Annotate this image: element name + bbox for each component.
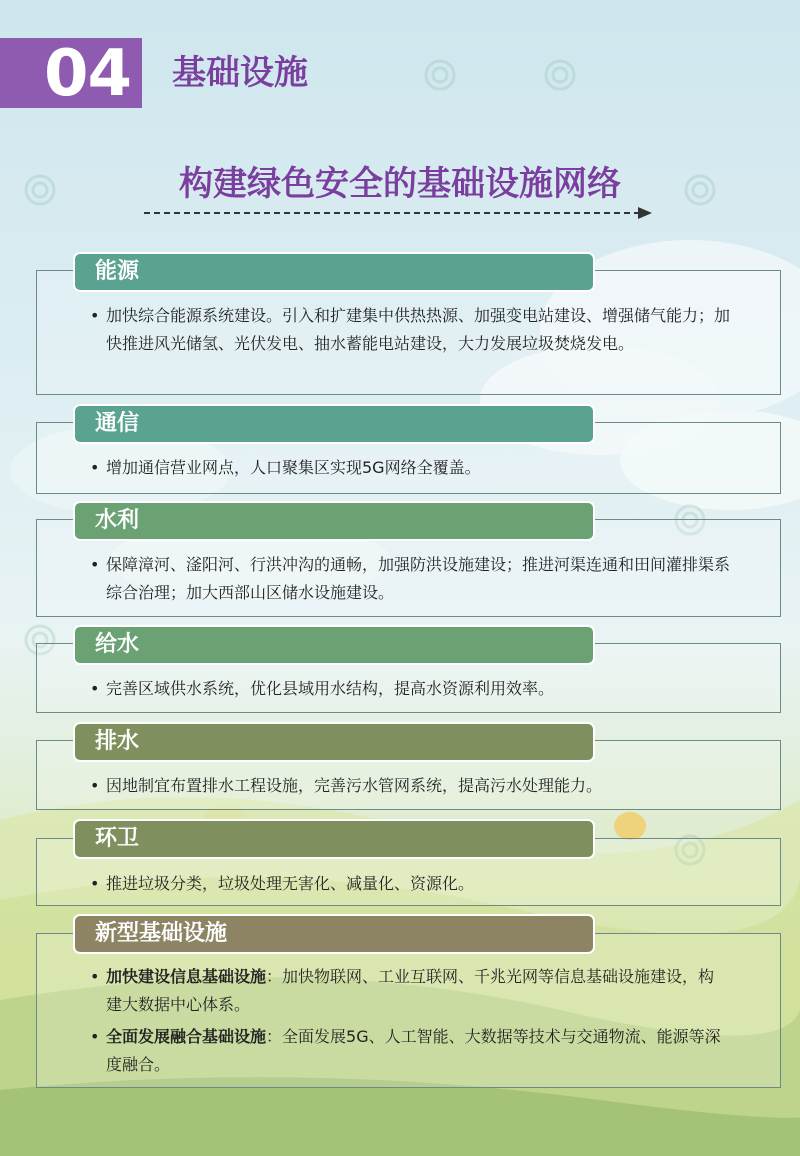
bullet-item: • 因地制宜布置排水工程设施，完善污水管网系统，提高污水处理能力。 [90,772,730,800]
bullet-text: 因地制宜布置排水工程设施，完善污水管网系统，提高污水处理能力。 [106,776,603,795]
page-title: 基础设施 [172,53,308,93]
tree-canopy [614,812,646,840]
water-conservancy-body [90,551,730,607]
new-infrastructure-body [90,963,730,1079]
bullet-item: • 完善区域供水系统，优化县域用水结构，提高水资源利用效率。 [90,675,730,703]
dashed-arrow-icon [144,205,654,221]
subtitle: 构建绿色安全的基础设施网络 [179,164,621,204]
bullet-item: • 加快建设信息基础设施：加快物联网、工业互联网、千兆光网等信息基础设施建设，构建大数据中心体系。 [90,967,715,1014]
bullet-text: 保障漳河、滏阳河、行洪冲沟的通畅，加强防洪设施建设；推进河渠连通和田间灌排渠系综合治理；加大西部山区储水设施建设。 [106,555,731,602]
bullet-item: • 增加通信营业网点，人口聚集区实现5G网络全覆盖。 [90,454,730,482]
tab-water-conservancy: 水利 [73,501,595,541]
bullet-text: 增加通信营业网点，人口聚集区实现5G网络全覆盖。 [106,458,481,477]
energy-body [90,302,730,358]
tab-sanitation: 环卫 [73,819,595,859]
sanitation-body [90,870,730,898]
bullet-heading: 加快建设信息基础设施 [106,967,267,986]
bullet-text: 推进垃圾分类，垃圾处理无害化、减量化、资源化。 [106,874,475,893]
bullet-heading: 全面发展融合基础设施 [106,1027,267,1046]
drainage-body [90,772,730,800]
bullet-text: 完善区域供水系统，优化县域用水结构，提高水资源利用效率。 [106,679,555,698]
bullet-item: • 保障漳河、滏阳河、行洪冲沟的通畅，加强防洪设施建设；推进河渠连通和田间灌排渠系综合治理；加大西部山区储水设施建设。 [90,551,730,607]
water-supply-body [90,675,730,703]
communication-body [90,454,730,482]
tab-drainage: 排水 [73,722,595,762]
bullet-item: • 推进垃圾分类，垃圾处理无害化、减量化、资源化。 [90,870,730,898]
bullet-text: 加快综合能源系统建设。引入和扩建集中供热热源、加强变电站建设、增强储气能力；加快推进风光储氢、光伏发电、抽水蓄能电站建设，大力发展垃圾焚烧发电。 [106,306,731,353]
tab-communication: 通信 [73,404,595,444]
bullet-item: • 加快综合能源系统建设。引入和扩建集中供热热源、加强变电站建设、增强储气能力；加快推进风光储氢、光伏发电、抽水蓄能电站建设，大力发展垃圾焚烧发电。 [90,302,730,358]
tab-energy: 能源 [73,252,595,292]
bullet-text: ：加快物联网、工业互联网、千兆光网等信息基础设施建设，构建大数据中心体系。 [106,967,715,1014]
bullet-item: • 全面发展融合基础设施：全面发展5G、人工智能、大数据等技术与交通物流、能源等深度融合。 [90,1027,721,1074]
tab-water-supply: 给水 [73,625,595,665]
bullet-text: ：全面发展5G、人工智能、大数据等技术与交通物流、能源等深度融合。 [106,1027,721,1074]
section-number: 04 [44,37,132,111]
tab-new-infrastructure: 新型基础设施 [73,914,595,954]
